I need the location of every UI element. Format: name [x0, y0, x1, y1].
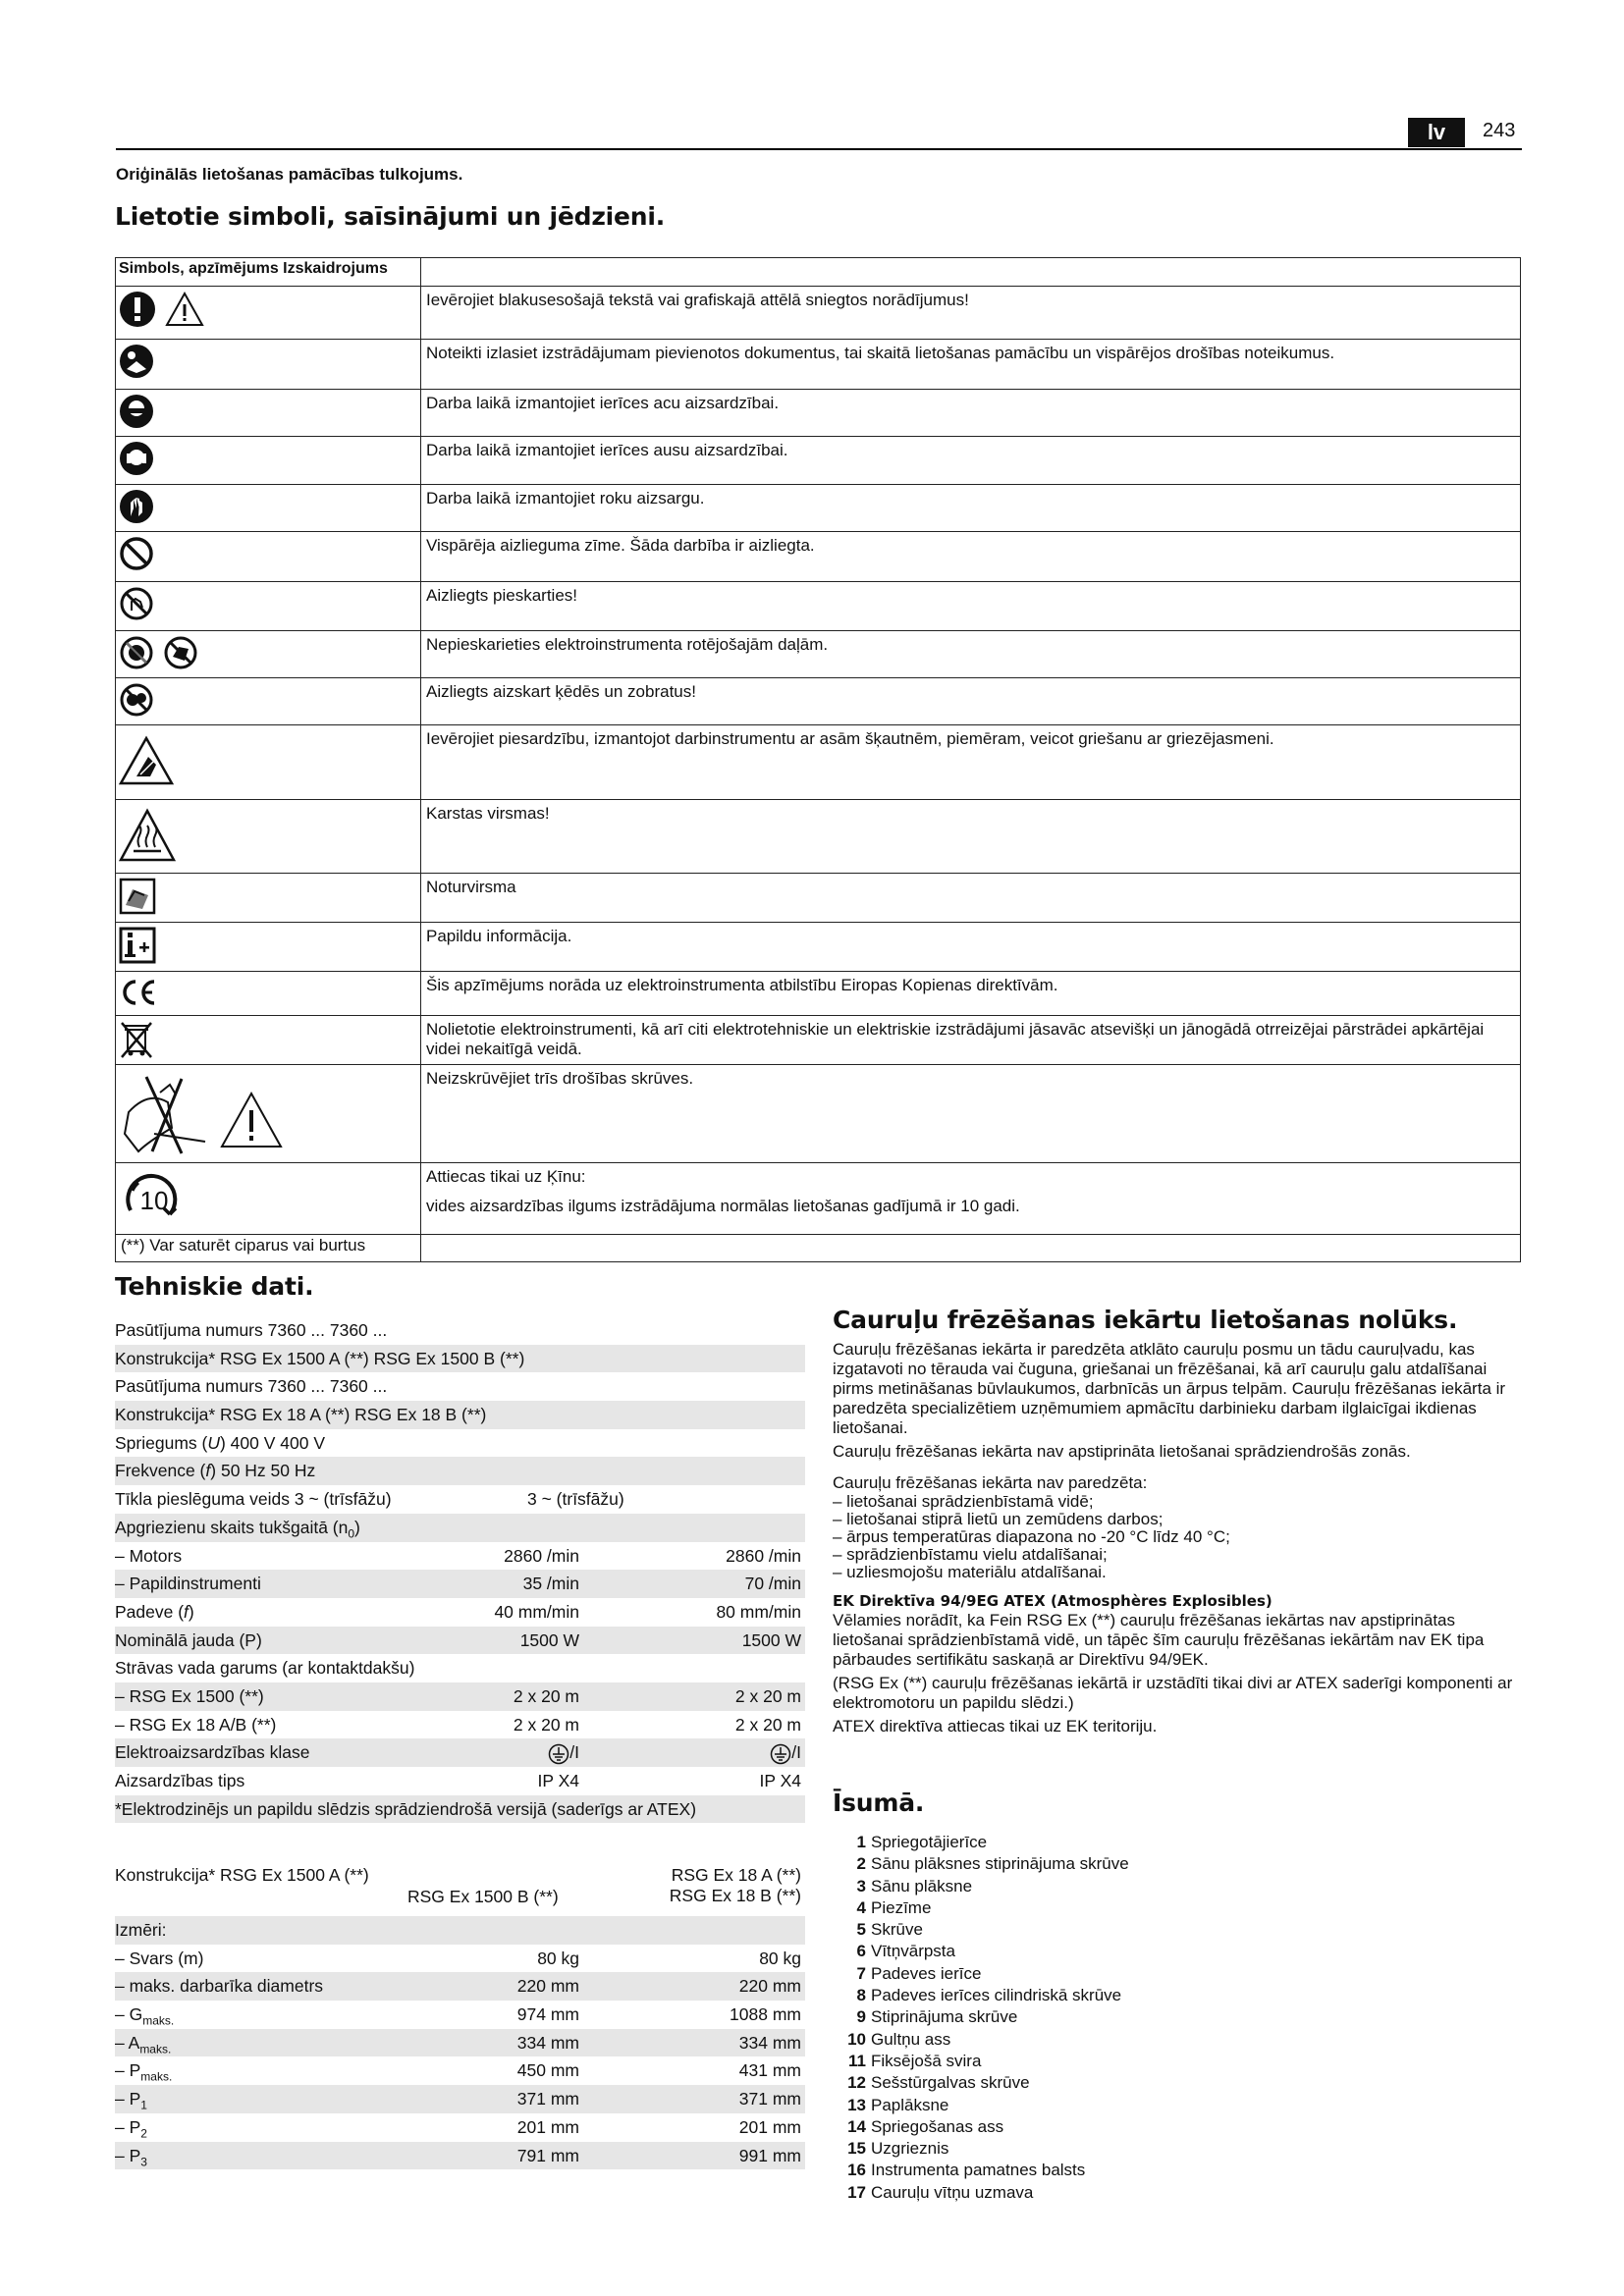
ear-protection-icon [119, 441, 154, 476]
summary-heading: Īsumā. [833, 1789, 925, 1817]
list-item: 13 Paplāksne [847, 2095, 949, 2114]
tech-row: Pasūtījuma numurs 7360 ... 7360 ... [115, 1376, 388, 1397]
sharp-edges-warning-icon [119, 735, 174, 786]
hand-protection-icon [119, 489, 154, 524]
list-item: 2 Sānu plāksnes stiprinājuma skrūve [856, 1854, 1129, 1874]
intended-use-text: Cauruļu frēzēšanas iekārta ir paredzēta atklāto cauruļu posmu un tādu cauruļvadu, kas izgatavoti no tērauda vai čuguna, griešanai un frēzēšanai, kā arī cauruļu galu atdalīšanai pirms metināšanas būvlaukumos, darbnīcās un ārpus telpām. Cauruļu frēzēšanas iekārta ir paredzēta specializētiem uzņēmumiem apmācītu darbinieku darbam ilglaicīgai ikdienas lietošanai. Cauruļu frēzēšanas iekārta nav apstiprināta lietošanai sprādziendrošās zonās. Cauruļu frēzēšanas iekārta nav paredzēta: – lietošanai sprādzienbīstamā vidē; – lietošanai stiprā lietū un zemūdens darbos; – ārpus temperatūras diapazona no -20 °C līdz 40 °C; – sprādzienbīstamu vielu atdalīšanai; – uzliesmojošu materiālu atdalīšanai. EK Direktīva 94/9EG ATEX (Atmosphères Explosibles) Vēlamies norādīt, ka Fein RSG Ex (**) cauruļu frēzēšanas iekārtas nav apstiprinātas lietošanai sprādzienbīstamā vidē, un tāpēc šīm cauruļu frēzēšanas iekārtām nav EK tipa pārbaudes sertifikātu saskaņā ar Direktīvu 94/9EK. (RSG Ex (**) cauruļu frēzēšanas iekārtā ir uzstādīti tikai divi ar ATEX saderīgi komponenti ar elektromotoru un papildu slēdzi.) ATEX direktīva attiecas tikai uz EK teritoriju. [833, 1340, 1525, 1740]
table-row: Noteikti izlasiet izstrādājumam pievienotos dokumentus, tai skaitā lietošanas pamācību un vispārējos drošības noteikumus. [116, 340, 1521, 390]
protection-class-earth-icon [770, 1743, 791, 1765]
table-row: Karstas virsmas! [116, 800, 1521, 874]
tech-row: – maks. darbarīka diametrs 220 mm 220 mm [115, 1972, 805, 2001]
table-row: Vispārēja aizlieguma zīme. Šāda darbība ir aizliegta. [116, 532, 1521, 582]
protection-class-earth-icon [548, 1743, 569, 1765]
atex-subheading: EK Direktīva 94/9EG ATEX (Atmosphères Explosibles) [833, 1592, 1272, 1610]
tech-row: – $G_{maks.}$ 974 mm 1088 mm [115, 2004, 801, 2028]
table-row: (**) Var saturēt ciparus vai burtus [116, 1235, 1521, 1262]
table-row: Papildu informācija. [116, 923, 1521, 972]
warning-triangle-icon [165, 291, 204, 328]
table-row: Darba laikā izmantojiet roku aizsargu. [116, 485, 1521, 532]
symbols-heading: Lietotie simboli, saīsinājumi un jēdzieni. [115, 202, 666, 231]
tech-row: – Papildinstrumenti 35 /min 70 /min [115, 1570, 805, 1598]
tech-data-block [115, 1316, 805, 1823]
tech-row: Frekvence (f) 50 Hz 50 Hz [115, 1457, 805, 1485]
dims-header: Konstrukcija* RSG Ex 1500 A (**) RSG Ex 1500 B (**) RSG Ex 18 A (**) RSG Ex 18 B (**) [115, 1865, 801, 1906]
tech-row: Aizsardzības tips IP X4 IP X4 [115, 1771, 801, 1790]
list-item: 9 Stiprinājuma skrūve [856, 2007, 1018, 2027]
table-row: Ievērojiet blakusesošajā tekstā vai grafiskajā attēlā sniegtos norādījumus! [116, 287, 1521, 340]
document-subtitle: Oriģinālās lietošanas pamācības tulkojums. [116, 165, 463, 184]
list-item: 4 Piezīme [856, 1897, 932, 1917]
tech-row: Pasūtījuma numurs 7360 ... 7360 ... [115, 1320, 388, 1340]
list-item: 14 Spriegošanas ass [847, 2116, 1004, 2136]
language-badge: lv [1408, 118, 1465, 147]
tech-heading: Tehniskie dati. [115, 1272, 314, 1301]
tech-row: – RSG Ex 18 A/B (**) 2 x 20 m 2 x 20 m [115, 1714, 801, 1735]
tech-row: Izmēri: [115, 1916, 805, 1945]
table-header: Simbols, apzīmējums Izskaidrojums [116, 258, 421, 287]
table-row: Noturvirsma [116, 874, 1521, 923]
list-item: 5 Skrūve [856, 1920, 923, 1940]
tech-row: Konstrukcija* RSG Ex 1500 A (**) RSG Ex 1500 B (**) [115, 1345, 805, 1373]
table-row: 10 Attiecas tikai uz Ķīnu: vides aizsardzības ilgums izstrādājuma normālas lietošanas gadījumā ir 10 gadi. [116, 1163, 1521, 1235]
tech-row: Spriegums (U) 400 V 400 V [115, 1432, 326, 1453]
table-row: Šis apzīmējums norāda uz elektroinstrumenta atbilstību Eiropas Kopienas direktīvām. [116, 972, 1521, 1016]
dimensions-block [115, 1865, 805, 2169]
list-item: 8 Padeves ierīces cilindriskā skrūve [856, 1986, 1122, 2005]
table-row: Nepieskarieties elektroinstrumenta rotējošajām daļām. [116, 631, 1521, 678]
weee-bin-icon [119, 1020, 154, 1059]
additional-info-icon [119, 927, 156, 964]
tech-row: – RSG Ex 1500 (**) 2 x 20 m 2 x 20 m [115, 1682, 805, 1711]
grip-surface-icon [119, 878, 156, 915]
tech-row: Tīkla pieslēguma veids 3 ~ (trīsfāžu) 3 ~ (trīsfāžu) [115, 1489, 624, 1510]
tech-row: Padeve (f) 40 mm/min 80 mm/min [115, 1601, 801, 1622]
intended-use-heading: Cauruļu frēzēšanas iekārtu lietošanas nolūks. [833, 1306, 1458, 1334]
table-header-blank [421, 258, 1521, 287]
list-item: 16 Instrumenta pamatnes balsts [847, 2161, 1086, 2180]
mandatory-instruction-icon [119, 291, 156, 328]
tech-row: – Motors 2860 /min 2860 /min [115, 1545, 801, 1566]
no-touching-icon [119, 586, 154, 621]
read-manual-icon [119, 344, 154, 379]
svg-text:10: 10 [139, 1186, 169, 1215]
tech-row: Elektroaizsardzības klase /I /I [115, 1738, 805, 1767]
tech-row: Nominālā jauda (P) 1500 W 1500 W [115, 1627, 805, 1655]
symbols-table [115, 257, 1521, 1262]
table-row: Aizliegts pieskarties! [116, 582, 1521, 631]
list-item: 3 Sānu plāksne [856, 1876, 973, 1896]
eye-protection-icon [119, 394, 154, 429]
do-not-unscrew-icon [119, 1073, 211, 1155]
tech-row: Konstrukcija* RSG Ex 18 A (**) RSG Ex 18 B (**) [115, 1401, 805, 1429]
tech-row: – $A_{maks.}$ 334 mm 334 mm [115, 2029, 805, 2057]
tech-row: Apgriezienu skaits tukšgaitā $(n_0)$ [115, 1514, 805, 1542]
list-item: 17 Cauruļu vītņu uzmava [847, 2182, 1034, 2202]
no-touch-chains-icon [119, 682, 154, 718]
tech-row: – Svars (m) 80 kg 80 kg [115, 1948, 801, 1968]
list-item: 11 Fiksējošā svira [848, 2051, 982, 2070]
warning-triangle-icon [220, 1091, 283, 1149]
table-row: Darba laikā izmantojiet ierīces ausu aizsardzībai. [116, 437, 1521, 485]
hot-surface-warning-icon [119, 808, 176, 863]
header-rule [116, 148, 1522, 150]
table-row: Neizskrūvējiet trīs drošības skrūves. [116, 1065, 1521, 1163]
list-item: 6 Vītņvārpsta [856, 1942, 955, 1961]
tech-row: – $P_2$ 201 mm 201 mm [115, 2116, 801, 2141]
ce-mark-icon [119, 976, 158, 1009]
list-item: 15 Uzgrieznis [847, 2139, 949, 2159]
table-row: Aizliegts aizskart ķēdēs un zobratus! [116, 678, 1521, 725]
table-row: Nolietotie elektroinstrumenti, kā arī citi elektrotehniskie un elektriskie izstrādājumi jāsavāc atsevišķi un jānogādā otrreizējai pārstrādei apkārtējai videi nekaitīgā veidā. [116, 1016, 1521, 1065]
tech-row: – $P_{maks.}$ 450 mm 431 mm [115, 2060, 801, 2084]
not-intended-list: – lietošanai sprādzienbīstamā vidē; – lietošanai stiprā lietū un zemūdens darbos; – ārpus temperatūras diapazona no -20 °C līdz 40 °C; – sprādzienbīstamu vielu atdalīšanai; – uzliesmojošu materiālu atdalīšanai. [833, 1492, 1230, 1581]
page-number: 243 [1483, 120, 1516, 141]
tech-row: – $P_1$ 371 mm 371 mm [115, 2085, 805, 2113]
table-row: Darba laikā izmantojiet ierīces acu aizsardzībai. [116, 390, 1521, 437]
parts-list [840, 1832, 1129, 2204]
list-item: 10 Gultņu ass [847, 2029, 951, 2049]
list-item: 1 Spriegotājierīce [856, 1833, 988, 1851]
table-row: Ievērojiet piesardzību, izmantojot darbinstrumentu ar asām šķautnēm, piemēram, veicot griešanu ar griezējasmeni. [116, 725, 1521, 800]
list-item: 12 Sešstūrgalvas skrūve [847, 2073, 1030, 2093]
china-10-year-environmental-icon [119, 1169, 189, 1228]
tech-row: *Elektrodzinējs un papildu slēdzis sprādziendrošā versijā (saderīgs ar ATEX) [115, 1795, 805, 1824]
tech-row: Strāvas vada garums (ar kontaktdakšu) [115, 1658, 415, 1679]
tech-row: – $P_3$ 791 mm 991 mm [115, 2142, 805, 2170]
prohibition-icon [119, 536, 154, 571]
no-touch-rotating-parts-icon [119, 635, 154, 670]
no-touch-rotating-tool-icon [163, 635, 198, 670]
list-item: 7 Padeves ierīce [856, 1963, 982, 1983]
